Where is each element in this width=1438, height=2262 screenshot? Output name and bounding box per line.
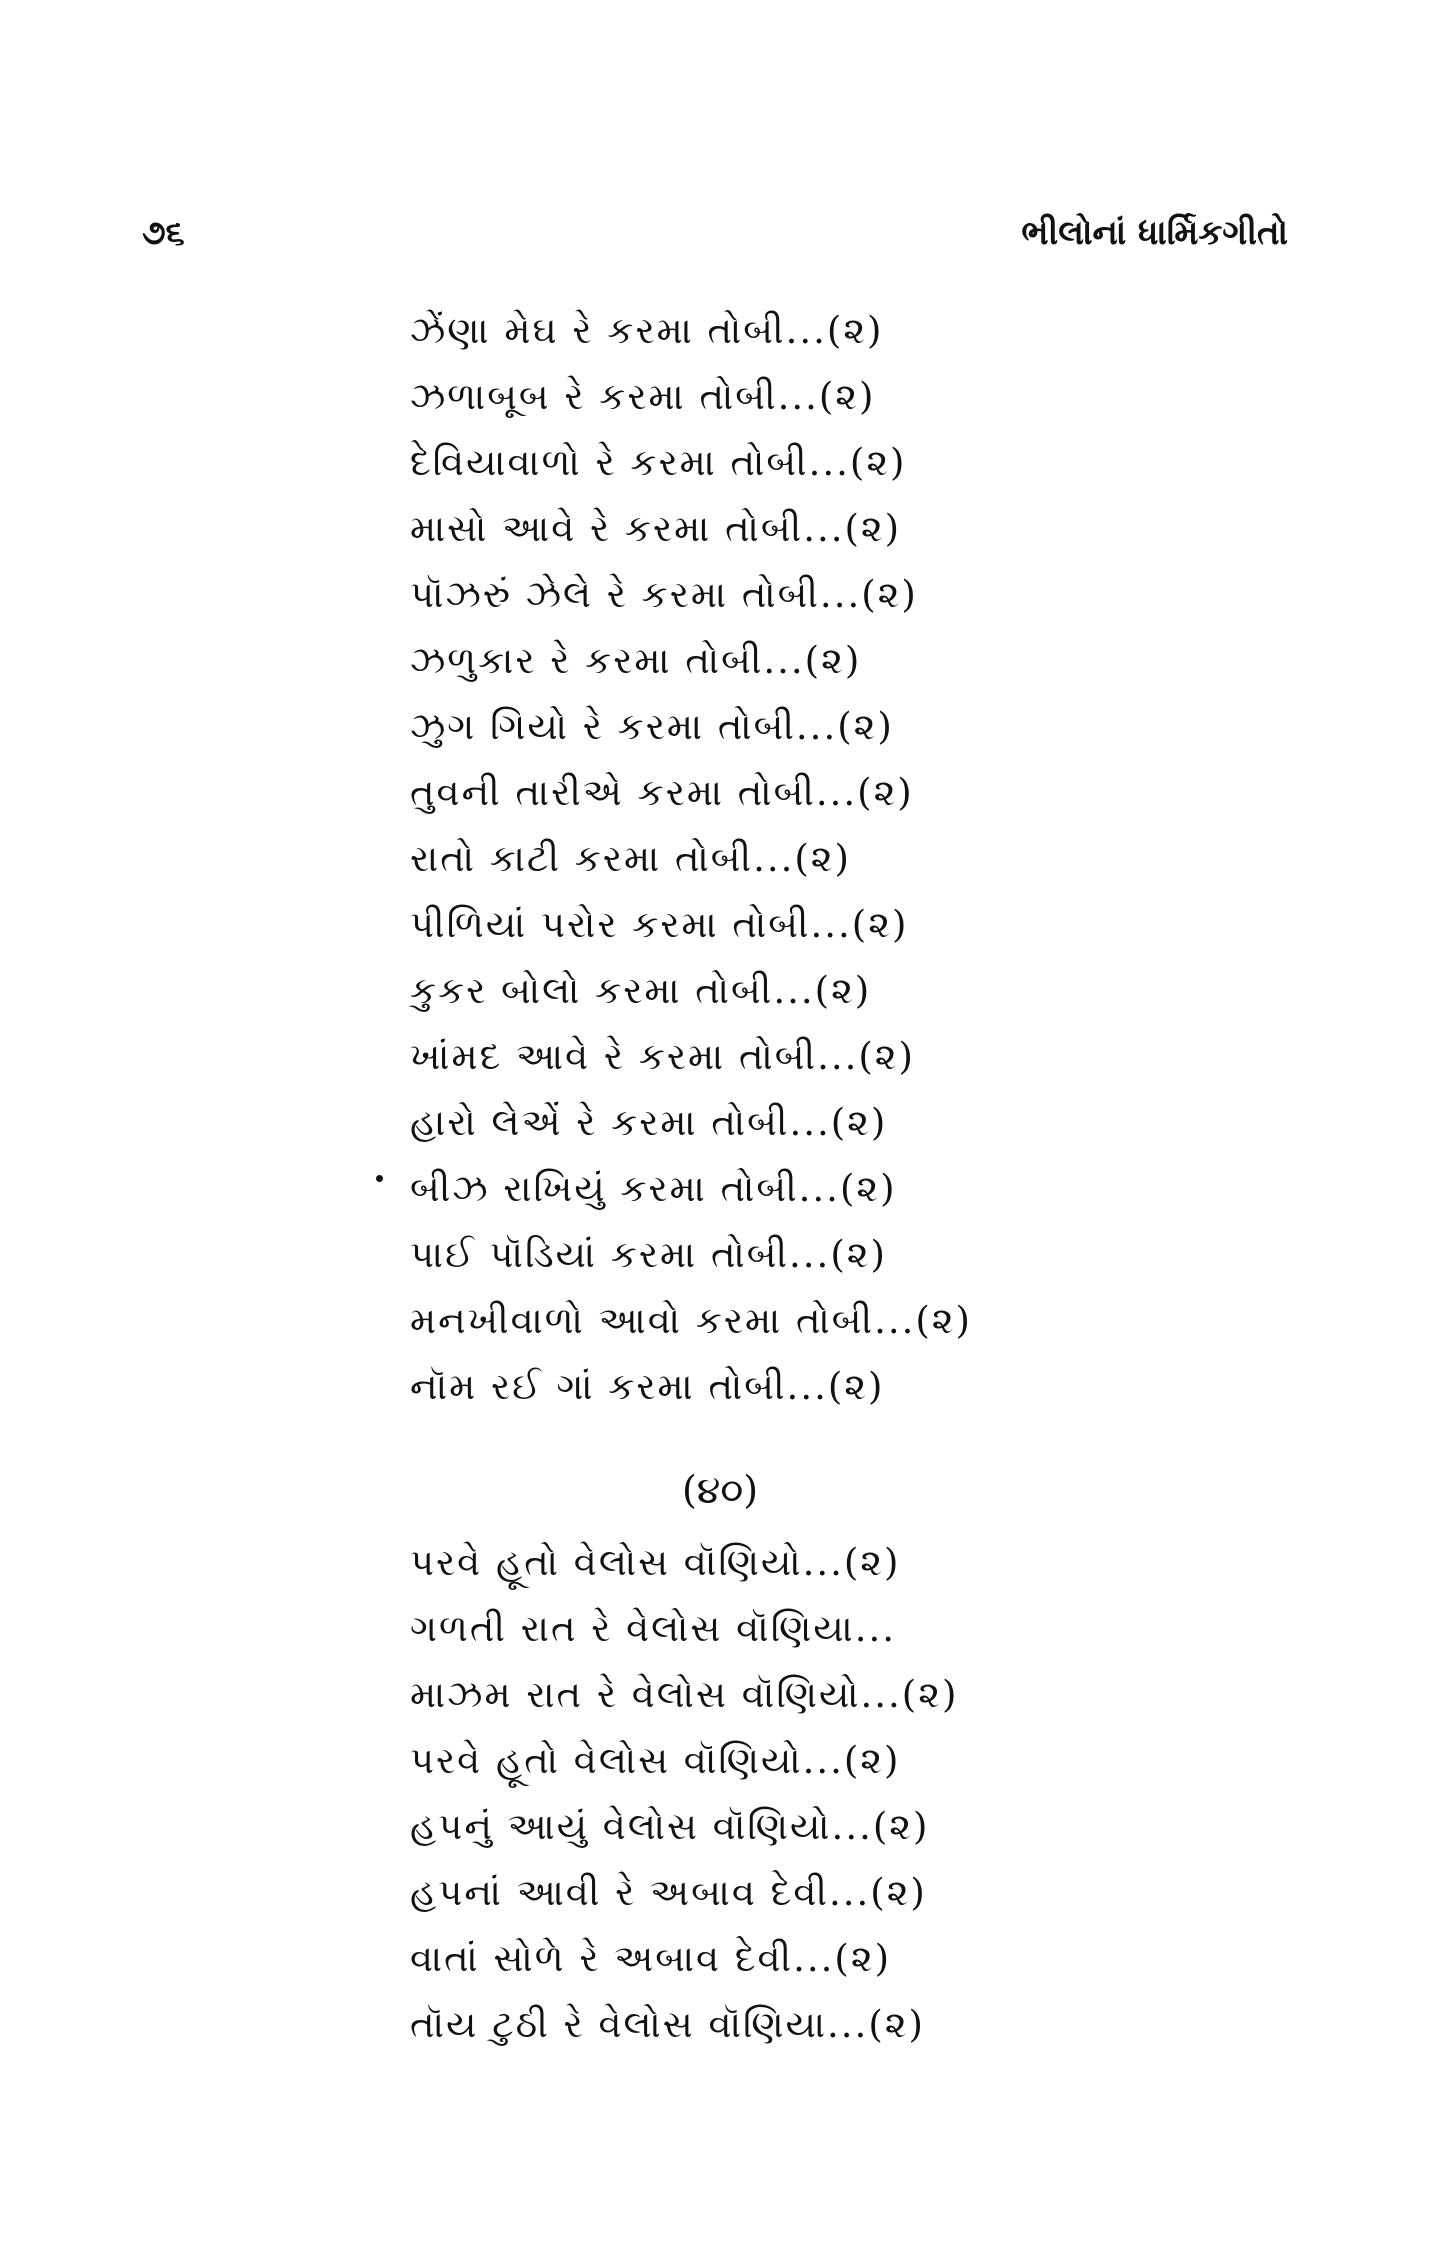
page-number: ૭૬ (142, 213, 185, 253)
verse-line: મનખીવાળો આવો કરમા તોબી...(૨) (410, 1299, 972, 1342)
verse-line: વાતાં સોળે રે અબાવ દેવી...(૨) (410, 1937, 892, 1980)
verse-line: રાતો કાટી કરમા તોબી...(૨) (410, 837, 851, 880)
verse-line: તૉય ટુઠી રે વેલોસ વૉણિયા...(૨) (410, 2003, 925, 2046)
verse-line: હારો લેએં રે કરમા તોબી...(૨) (410, 1101, 888, 1144)
verse-line: માસો આવે રે કરમા તોબી...(૨) (410, 507, 902, 550)
verse-line: પીળિયાં પરોર કરમા તોબી...(૨) (410, 903, 909, 946)
verse-line: ઝળુકાર રે કરમા તોબી...(૨) (410, 639, 862, 682)
verse-line: માઝમ રાત રે વેલોસ વૉણિયો...(૨) (410, 1673, 959, 1716)
verse-line: પરવે હૂતો વેલોસ વૉણિયો...(૨) (410, 1739, 901, 1782)
verse-line: પરવે હૂતો વેલોસ વૉણિયો...(૨) (410, 1541, 901, 1584)
verse-line: કુકર બોલો કરમા તોબી...(૨) (410, 969, 872, 1012)
verse-line: બીઝ રાખિયું કરમા તોબી...(૨) (410, 1167, 897, 1210)
verse-line: તુવની તારીએ કરમા તોબી...(૨) (410, 771, 914, 814)
song-40-verses (410, 1530, 1050, 2058)
verse-line: દેવિયાવાળો રે કરમા તોબી...(૨) (410, 441, 907, 484)
stray-ink-dot (376, 1175, 383, 1182)
verse-line: પૉઝરું ઝેલે રે કરમા તોબી...(૨) (410, 573, 918, 616)
verse-line: ઝુગ ગિયો રે કરમા તોબી...(૨) (410, 705, 894, 748)
running-header: ભીલોનાં ધાર્મિકગીતો (1021, 213, 1288, 253)
verse-line: ઝળાબૂબ રે કરમા તોબી...(૨) (410, 375, 876, 418)
song-number: (૪૦) (681, 1468, 759, 1512)
verse-line: પાઈ પૉડિયાં કરમા તોબી...(૨) (410, 1233, 887, 1276)
verse-line: નૉમ રઈ ગાં કરમા તોબી...(૨) (410, 1365, 885, 1408)
verse-line: ઝેંણા મેઘ રે કરમા તોબી...(૨) (410, 309, 884, 352)
verse-line: હપનાં આવી રે અબાવ દેવી...(૨) (410, 1871, 927, 1914)
verse-line: હપનું આયું વેલોસ વૉણિયો...(૨) (410, 1805, 930, 1848)
song-39-verses (410, 298, 1050, 1420)
verse-line: ખાંમદ આવે રે કરમા તોબી...(૨) (410, 1035, 915, 1078)
verse-line: ગળતી રાત રે વેલોસ વૉણિયા... (410, 1607, 896, 1650)
